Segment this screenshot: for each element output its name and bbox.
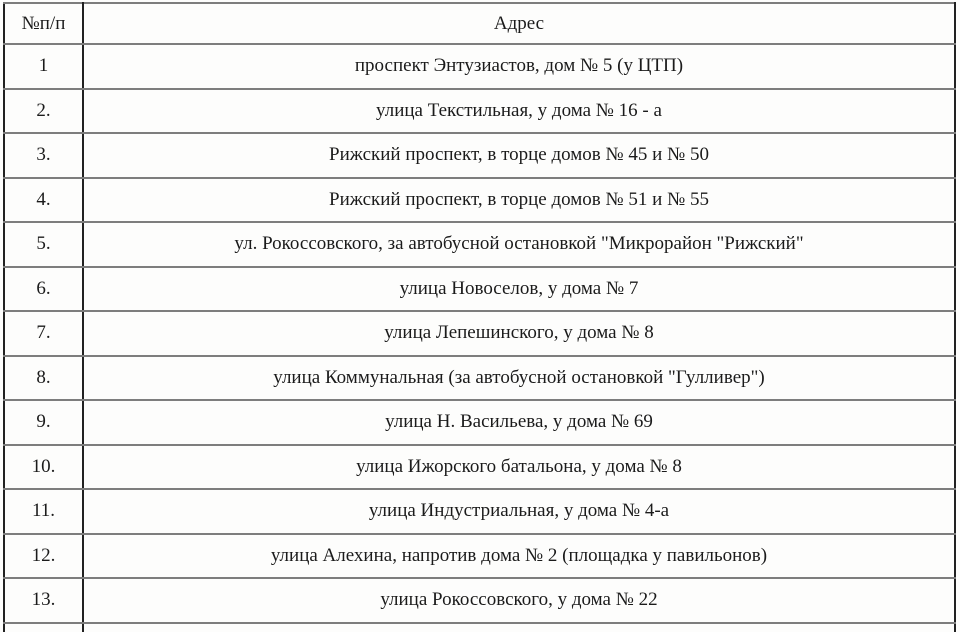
address-cell bbox=[83, 623, 955, 632]
table-row bbox=[4, 222, 955, 267]
row-number-cell: 1 bbox=[4, 44, 83, 89]
address-cell: улица Коммунальная (за автобусной остановкой "Гулливер") bbox=[83, 356, 955, 401]
table-row bbox=[4, 133, 955, 178]
table-row bbox=[4, 311, 955, 356]
address-cell: Рижский проспект, в торце домов № 51 и № 55 bbox=[83, 178, 955, 223]
row-number-cell bbox=[4, 623, 83, 632]
address-cell: улица Новоселов, у дома № 7 bbox=[83, 267, 955, 312]
row-number-cell: 7. bbox=[4, 311, 83, 356]
table-row bbox=[4, 89, 955, 134]
table-row bbox=[4, 578, 955, 623]
table-row bbox=[4, 356, 955, 401]
row-number-cell: 6. bbox=[4, 267, 83, 312]
row-number-cell: 4. bbox=[4, 178, 83, 223]
header-row bbox=[4, 3, 955, 44]
row-number-cell: 5. bbox=[4, 222, 83, 267]
header-cell-number: №п/п bbox=[4, 3, 83, 44]
table-row bbox=[4, 44, 955, 89]
table-row-partial bbox=[4, 623, 955, 632]
row-number-cell: 13. bbox=[4, 578, 83, 623]
address-cell: улица Н. Васильева, у дома № 69 bbox=[83, 400, 955, 445]
address-cell: ул. Рокоссовского, за автобусной остановкой "Микрорайон "Рижский" bbox=[83, 222, 955, 267]
address-cell: проспект Энтузиастов, дом № 5 (у ЦТП) bbox=[83, 44, 955, 89]
address-cell: Рижский проспект, в торце домов № 45 и № 50 bbox=[83, 133, 955, 178]
address-cell: улица Ижорского батальона, у дома № 8 bbox=[83, 445, 955, 490]
row-number-cell: 10. bbox=[4, 445, 83, 490]
address-cell: улица Лепешинского, у дома № 8 bbox=[83, 311, 955, 356]
address-cell: улица Алехина, напротив дома № 2 (площадка у павильонов) bbox=[83, 534, 955, 579]
header-cell-address: Адрес bbox=[83, 3, 955, 44]
address-table bbox=[3, 2, 956, 632]
table-row bbox=[4, 267, 955, 312]
table-row bbox=[4, 534, 955, 579]
table-body bbox=[4, 44, 955, 632]
row-number-cell: 12. bbox=[4, 534, 83, 579]
table-row bbox=[4, 178, 955, 223]
row-number-cell: 2. bbox=[4, 89, 83, 134]
table-row bbox=[4, 489, 955, 534]
address-cell: улица Текстильная, у дома № 16 - а bbox=[83, 89, 955, 134]
address-cell: улица Индустриальная, у дома № 4-а bbox=[83, 489, 955, 534]
row-number-cell: 8. bbox=[4, 356, 83, 401]
table-row bbox=[4, 400, 955, 445]
row-number-cell: 9. bbox=[4, 400, 83, 445]
address-cell: улица Рокоссовского, у дома № 22 bbox=[83, 578, 955, 623]
table-row bbox=[4, 445, 955, 490]
row-number-cell: 11. bbox=[4, 489, 83, 534]
row-number-cell: 3. bbox=[4, 133, 83, 178]
